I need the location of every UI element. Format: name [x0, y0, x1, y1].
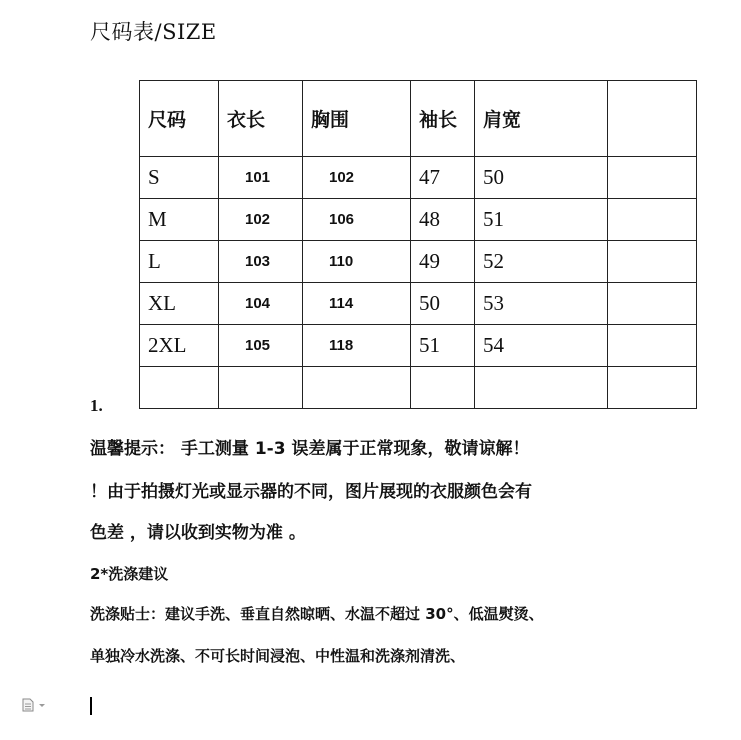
empty-cell: [475, 367, 608, 409]
note-line-1: 温馨提示： 手工测量 1-3 误差属于正常现象，敬请谅解！: [90, 439, 530, 459]
header-cell: 袖长: [411, 81, 475, 157]
chest-cell: 106: [303, 199, 411, 241]
size-cell: M: [140, 199, 219, 241]
table-row: [140, 199, 697, 241]
empty-cell: [219, 367, 303, 409]
wash-heading: 2*洗涤建议: [90, 565, 169, 583]
empty-cell: [608, 283, 697, 325]
note-line-3: 色差 ，请以收到实物为准 。: [90, 523, 306, 543]
sleeve-cell: 50: [411, 283, 475, 325]
empty-cell: [608, 367, 697, 409]
chest-cell: 118: [303, 325, 411, 367]
chest-cell: 102: [303, 157, 411, 199]
header-cell: 胸围: [303, 81, 411, 157]
table-row: [140, 325, 697, 367]
list-number: 1.: [90, 396, 103, 415]
sleeve-cell: 47: [411, 157, 475, 199]
shoulder-cell: 50: [475, 157, 608, 199]
table-row: [140, 241, 697, 283]
header-cell: 尺码: [140, 81, 219, 157]
size-cell: L: [140, 241, 219, 283]
shoulder-cell: 53: [475, 283, 608, 325]
empty-cell: [411, 367, 475, 409]
chest-cell: 114: [303, 283, 411, 325]
table-header-row: [140, 81, 697, 157]
length-cell: 102: [219, 199, 303, 241]
empty-cell: [608, 241, 697, 283]
size-cell: XL: [140, 283, 219, 325]
shoulder-cell: 51: [475, 199, 608, 241]
header-cell: 衣长: [219, 81, 303, 157]
text-cursor: [90, 697, 92, 715]
header-cell: 肩宽: [475, 81, 608, 157]
wash-line-1: 洗涤贴士：建议手洗、垂直自然晾晒、水温不超过 30°、低温熨烫、: [90, 605, 544, 623]
table-row: [140, 283, 697, 325]
length-cell: 101: [219, 157, 303, 199]
page-title: 尺码表/SIZE: [90, 20, 217, 44]
size-cell: 2XL: [140, 325, 219, 367]
empty-cell: [608, 157, 697, 199]
length-cell: 104: [219, 283, 303, 325]
header-cell: [608, 81, 697, 157]
empty-cell: [608, 199, 697, 241]
sleeve-cell: 49: [411, 241, 475, 283]
length-cell: 103: [219, 241, 303, 283]
wash-line-2: 单独冷水洗涤、不可长时间浸泡、中性温和洗涤剂清洗、: [90, 647, 466, 665]
empty-cell: [140, 367, 219, 409]
sleeve-cell: 48: [411, 199, 475, 241]
size-cell: S: [140, 157, 219, 199]
empty-cell: [303, 367, 411, 409]
chest-cell: 110: [303, 241, 411, 283]
document-icon[interactable]: [22, 697, 48, 711]
size-table: [139, 80, 697, 409]
shoulder-cell: 54: [475, 325, 608, 367]
sleeve-cell: 51: [411, 325, 475, 367]
length-cell: 105: [219, 325, 303, 367]
table-row: [140, 157, 697, 199]
shoulder-cell: 52: [475, 241, 608, 283]
note-line-2: ！由于拍摄灯光或显示器的不同，图片展现的衣服颜色会有: [90, 482, 532, 502]
table-row-empty: [140, 367, 697, 409]
empty-cell: [608, 325, 697, 367]
